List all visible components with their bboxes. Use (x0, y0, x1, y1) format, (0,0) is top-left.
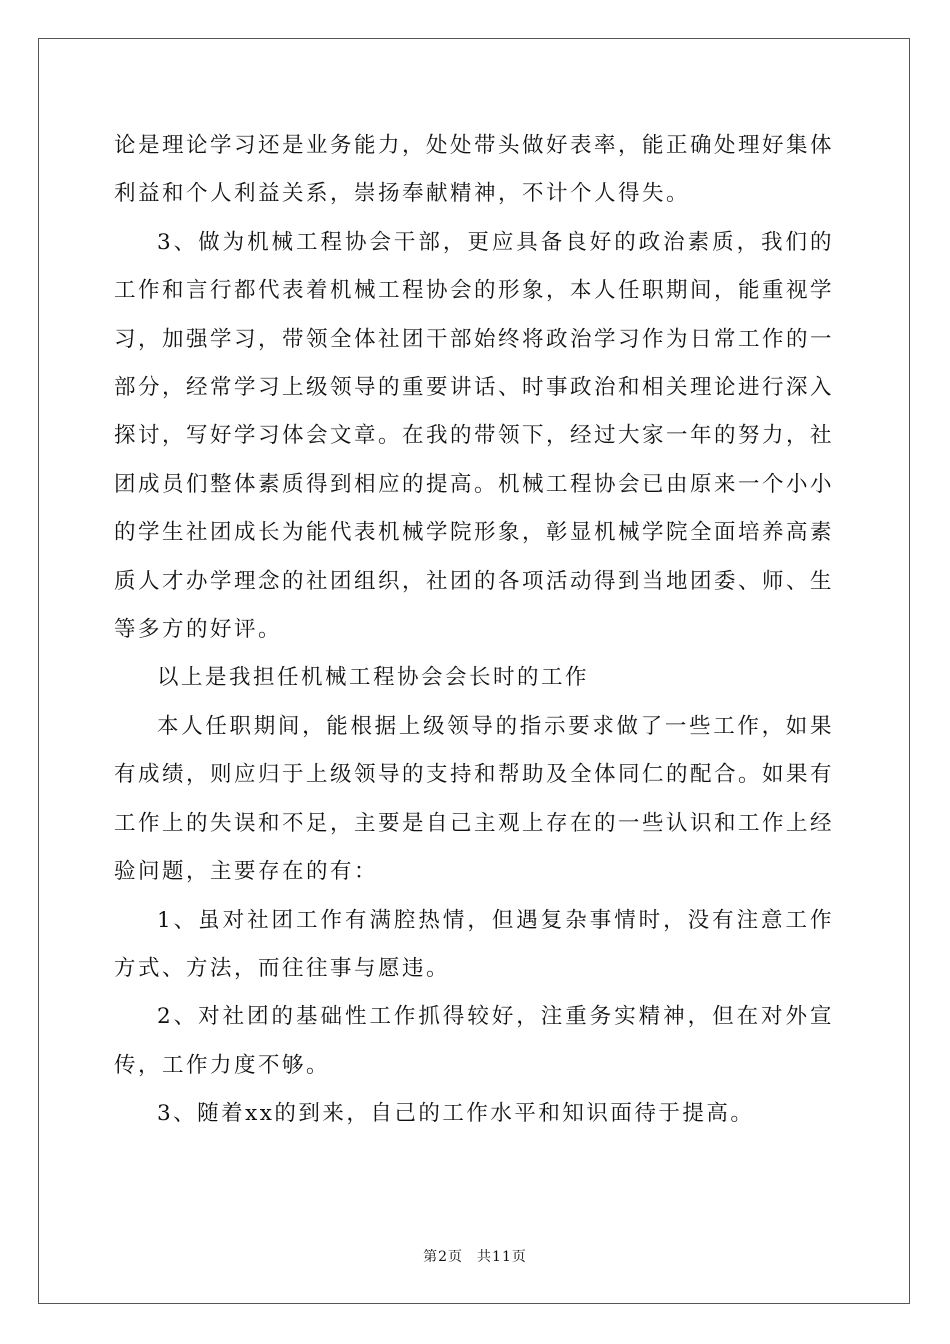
paragraph-4: 本人任职期间，能根据上级领导的指示要求做了一些工作，如果有成绩，则应归于上级领导的支持和帮助及全体同仁的配合。如果有工作上的失误和不足，主要是自己主观上存在的一些认识和工作上经验问题，主要存在的有： (114, 713, 835, 885)
document-body (114, 122, 834, 1139)
paragraph-1: 论是理论学习还是业务能力，处处带头做好表率，能正确处理好集体利益和个人利益关系，崇扬奉献精神，不计个人得失。 (114, 133, 835, 207)
page-footer (0, 1246, 950, 1266)
paragraph-2: 3、做为机械工程协会干部，更应具备良好的政治素质，我们的工作和言行都代表着机械工程协会的形象，本人任职期间，能重视学习，加强学习，带领全体社团干部始终将政治学习作为日常工作的一部分，经常学习上级领导的重要讲话、时事政治和相关理论进行深入探讨，写好学习体会文章。在我的带领下，经过大家一年的努力，社团成员们整体素质得到相应的提高。机械工程协会已由原来一个小小的学生社团成长为能代表机械学院形象，彰显机械学院全面培养高素质人才办学理念的社团组织，社团的各项活动得到当地团委、师、生等多方的好评。 (114, 229, 835, 643)
paragraph-5: 1、虽对社团工作有满腔热情，但遇复杂事情时，没有注意工作方式、方法，而往往事与愿违。 (114, 907, 834, 981)
paragraph-7: 3、随着xx的到来，自己的工作水平和知识面待于提高。 (157, 1101, 755, 1127)
paragraph-3: 以上是我担任机械工程协会会长时的工作 (157, 665, 590, 691)
page-number: 第2页 (423, 1249, 464, 1265)
page-total: 共11页 (477, 1249, 527, 1265)
paragraph-6: 2、对社团的基础性工作抓得较好，注重务实精神，但在对外宣传，工作力度不够。 (114, 1004, 834, 1078)
